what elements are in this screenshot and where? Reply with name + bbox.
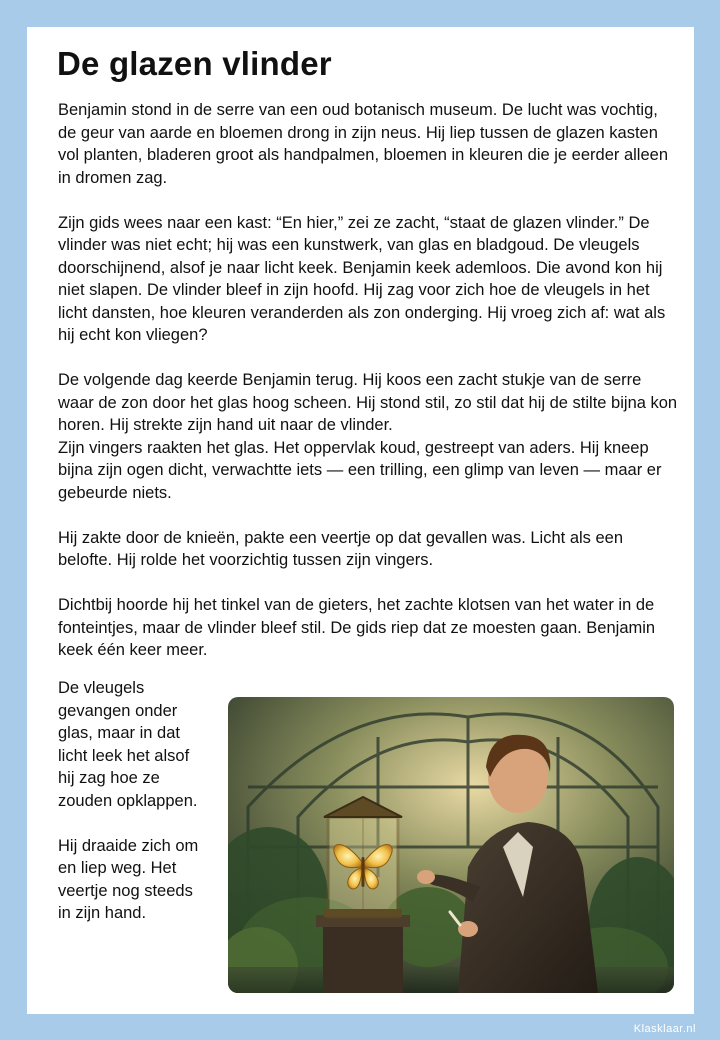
story-paragraph-2: Zijn gids wees naar een kast: “En hier,” zei ze zacht, “staat de glazen vlinder.” De vlinder was niet echt; hij was een kunstwerk, van glas en bladgoud. De vleugels doorschijnend, alsof je naar licht keek. Benjamin keek ademloos. Die avond kon hij niet slapen. De vlinder bleef in zijn hoofd. Hij zag voor zich hoe de vleugels in het licht dansten, hoe kleuren veranderden als zon onderging. Hij vroeg zich af: wat als hij echt kon vliegen? — [58, 213, 666, 344]
story-title: De glazen vlinder — [57, 45, 332, 82]
story-paragraph-6: Dichtbij hoorde hij het tinkel van de gieters, het zachte klotsen van het water in de fonteintjes, maar de vlinder bleef stil. De gids riep dat ze moesten gaan. Benjamin keek één keer meer. — [58, 596, 656, 659]
worksheet-page — [27, 27, 694, 1014]
story-body — [58, 99, 678, 684]
greenhouse-butterfly-illustration — [228, 697, 674, 993]
story-side-column — [58, 677, 208, 947]
story-paragraph-4: Zijn vingers raakten het glas. Het oppervlak koud, gestreept van aders. Hij kneep bijna zijn ogen dicht, verwachtte iets — een trilling, een glimp van leven — maar er gebeurde niets. — [58, 438, 662, 502]
story-paragraph-5: Hij zakte door de knieën, pakte een veertje op dat gevallen was. Licht als een belofte. Hij rolde het voorzichtig tussen zijn vingers. — [58, 528, 624, 569]
story-paragraph-1: Benjamin stond in de serre van een oud botanisch museum. De lucht was vochtig, de geur van aarde en bloemen drong in zijn neus. Hij liep tussen de glazen kasten vol planten, bladeren groot als handpalmen, bloemen in kleuren die je eerder alleen in dromen zag. — [58, 101, 668, 187]
side-paragraph-2: Hij draaide zich om en liep weg. Het veertje nog steeds in zijn hand. — [58, 836, 199, 922]
brand-watermark: Klasklaar.nl — [633, 1023, 696, 1035]
story-paragraph-3: De volgende dag keerde Benjamin terug. Hij koos een zacht stukje van de serre waar de zon door het glas hoog scheen. Hij stond stil, zo stil dat hij de stilte bijna kon horen. Hij strekte zijn hand uit naar de vlinder. — [58, 371, 678, 434]
side-paragraph-1: De vleugels gevangen onder glas, maar in dat licht leek het alsof hij zag hoe ze zouden opklappen. — [58, 679, 198, 810]
